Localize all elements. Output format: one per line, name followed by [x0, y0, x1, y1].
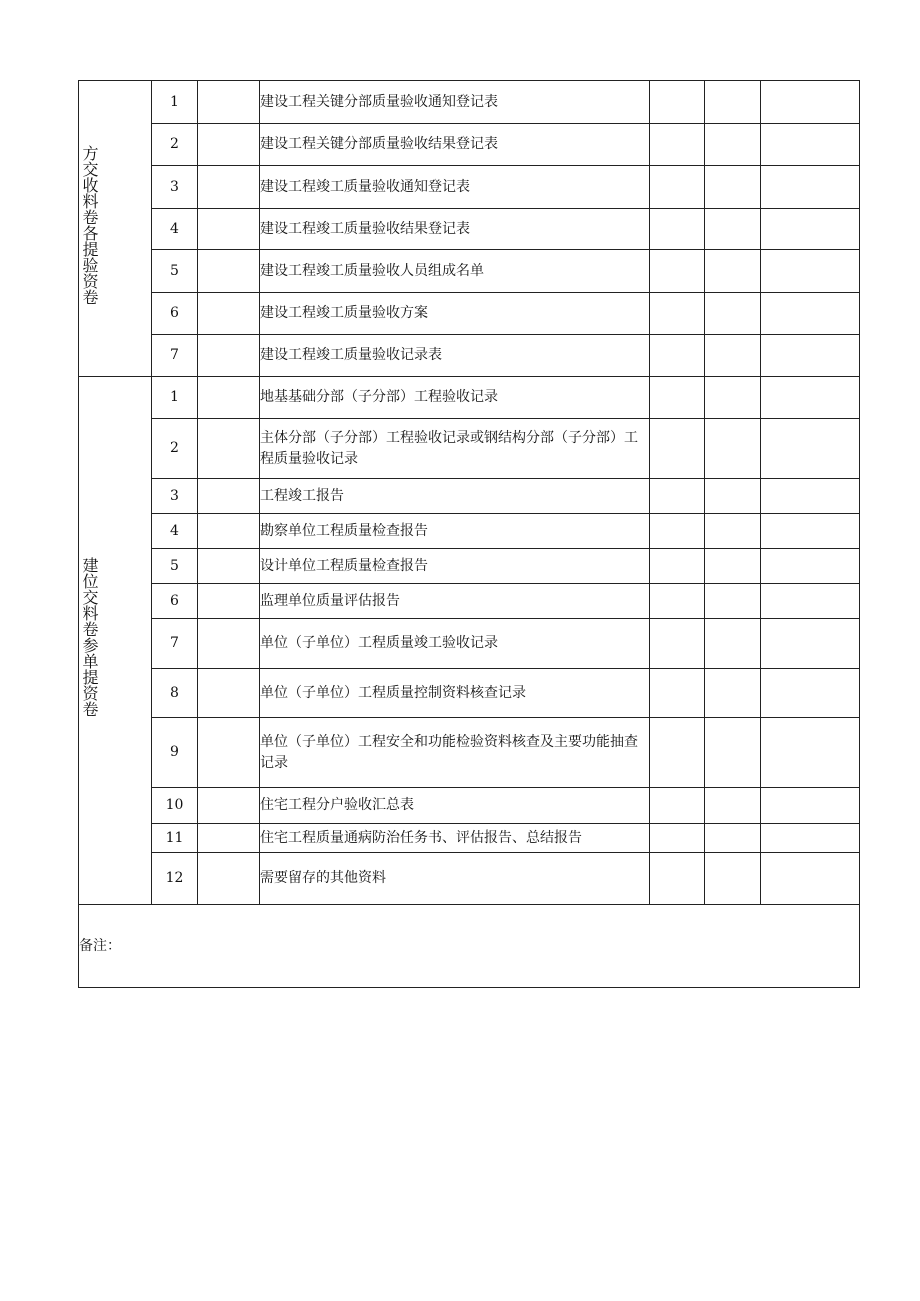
item-number: 3 [152, 479, 198, 514]
blank-cell [761, 124, 860, 166]
blank-cell [705, 514, 761, 549]
item-title: 单位（子单位）工程质量竣工验收记录 [260, 619, 650, 669]
table-row [79, 584, 860, 619]
item-number: 2 [152, 419, 198, 479]
blank-cell [761, 419, 860, 479]
item-title: 工程竣工报告 [260, 479, 650, 514]
item-number: 4 [152, 209, 198, 250]
blank-cell [761, 824, 860, 853]
table-row [79, 788, 860, 824]
item-number: 2 [152, 124, 198, 166]
blank-cell [198, 824, 260, 853]
item-number: 7 [152, 619, 198, 669]
blank-cell [761, 293, 860, 335]
blank-cell [650, 209, 705, 250]
blank-cell [650, 377, 705, 419]
blank-cell [198, 479, 260, 514]
blank-cell [650, 250, 705, 293]
item-number: 1 [152, 377, 198, 419]
blank-cell [650, 166, 705, 209]
table-row [79, 479, 860, 514]
blank-cell [705, 419, 761, 479]
blank-cell [198, 669, 260, 718]
blank-cell [650, 514, 705, 549]
table-row [79, 250, 860, 293]
blank-cell [761, 584, 860, 619]
blank-cell [761, 788, 860, 824]
remarks-row [79, 905, 860, 988]
blank-cell [761, 549, 860, 584]
item-title: 建设工程竣工质量验收通知登记表 [260, 166, 650, 209]
table-row [79, 419, 860, 479]
blank-cell [650, 788, 705, 824]
blank-cell [198, 335, 260, 377]
table-row [79, 718, 860, 788]
blank-cell [761, 514, 860, 549]
table-row [79, 166, 860, 209]
item-title: 建设工程竣工质量验收方案 [260, 293, 650, 335]
blank-cell [650, 584, 705, 619]
blank-cell [198, 788, 260, 824]
table-row [79, 549, 860, 584]
item-title: 设计单位工程质量检查报告 [260, 549, 650, 584]
blank-cell [761, 250, 860, 293]
blank-cell [705, 293, 761, 335]
blank-cell [705, 166, 761, 209]
blank-cell [650, 479, 705, 514]
blank-cell [650, 824, 705, 853]
item-title: 建设工程关键分部质量验收结果登记表 [260, 124, 650, 166]
blank-cell [761, 853, 860, 905]
blank-cell [705, 619, 761, 669]
blank-cell [198, 419, 260, 479]
blank-cell [650, 81, 705, 124]
section-label: 建位交料卷参单提资卷 [80, 557, 99, 717]
archive-list-table [78, 80, 860, 988]
item-number: 12 [152, 853, 198, 905]
item-title: 需要留存的其他资料 [260, 853, 650, 905]
item-title: 单位（子单位）工程安全和功能检验资料核查及主要功能抽查记录 [260, 718, 650, 788]
item-number: 8 [152, 669, 198, 718]
item-title: 主体分部（子分部）工程验收记录或钢结构分部（子分部）工程质量验收记录 [260, 419, 650, 479]
item-number: 1 [152, 81, 198, 124]
blank-cell [761, 209, 860, 250]
blank-cell [761, 619, 860, 669]
blank-cell [650, 335, 705, 377]
table-row [79, 619, 860, 669]
item-title: 建设工程竣工质量验收结果登记表 [260, 209, 650, 250]
blank-cell [705, 209, 761, 250]
blank-cell [198, 377, 260, 419]
item-title: 监理单位质量评估报告 [260, 584, 650, 619]
blank-cell [198, 124, 260, 166]
item-title: 建设工程关键分部质量验收通知登记表 [260, 81, 650, 124]
blank-cell [705, 377, 761, 419]
item-number: 3 [152, 166, 198, 209]
blank-cell [650, 718, 705, 788]
table-row [79, 335, 860, 377]
item-title: 住宅工程质量通病防治任务书、评估报告、总结报告 [260, 824, 650, 853]
blank-cell [705, 853, 761, 905]
blank-cell [650, 419, 705, 479]
blank-cell [198, 209, 260, 250]
blank-cell [198, 293, 260, 335]
blank-cell [705, 335, 761, 377]
table-row [79, 209, 860, 250]
blank-cell [198, 81, 260, 124]
blank-cell [705, 124, 761, 166]
blank-cell [705, 549, 761, 584]
blank-cell [650, 669, 705, 718]
table-row [79, 853, 860, 905]
blank-cell [705, 788, 761, 824]
blank-cell [705, 584, 761, 619]
item-number: 6 [152, 584, 198, 619]
section-label: 方交收料卷各提验资卷 [80, 145, 99, 305]
item-number: 9 [152, 718, 198, 788]
item-title: 建设工程竣工质量验收记录表 [260, 335, 650, 377]
blank-cell [705, 479, 761, 514]
blank-cell [198, 166, 260, 209]
blank-cell [198, 514, 260, 549]
section-label-cell [79, 377, 152, 905]
blank-cell [761, 718, 860, 788]
table-row [79, 824, 860, 853]
blank-cell [705, 250, 761, 293]
remarks-label: 备注： [79, 905, 860, 988]
item-number: 7 [152, 335, 198, 377]
blank-cell [198, 584, 260, 619]
table-row [79, 124, 860, 166]
item-number: 5 [152, 250, 198, 293]
item-title: 地基基础分部（子分部）工程验收记录 [260, 377, 650, 419]
section-label-cell [79, 81, 152, 377]
blank-cell [650, 124, 705, 166]
blank-cell [761, 669, 860, 718]
blank-cell [198, 619, 260, 669]
item-title: 住宅工程分户验收汇总表 [260, 788, 650, 824]
item-title: 单位（子单位）工程质量控制资料核查记录 [260, 669, 650, 718]
item-number: 5 [152, 549, 198, 584]
blank-cell [650, 853, 705, 905]
blank-cell [650, 619, 705, 669]
item-title: 勘察单位工程质量检查报告 [260, 514, 650, 549]
blank-cell [198, 250, 260, 293]
table-row [79, 293, 860, 335]
table-row [79, 514, 860, 549]
blank-cell [650, 549, 705, 584]
blank-cell [198, 853, 260, 905]
blank-cell [761, 81, 860, 124]
item-number: 10 [152, 788, 198, 824]
blank-cell [761, 166, 860, 209]
table-row [79, 377, 860, 419]
blank-cell [705, 81, 761, 124]
blank-cell [705, 718, 761, 788]
blank-cell [705, 824, 761, 853]
blank-cell [761, 479, 860, 514]
blank-cell [761, 335, 860, 377]
blank-cell [198, 549, 260, 584]
item-title: 建设工程竣工质量验收人员组成名单 [260, 250, 650, 293]
item-number: 6 [152, 293, 198, 335]
blank-cell [650, 293, 705, 335]
table-row [79, 81, 860, 124]
blank-cell [761, 377, 860, 419]
item-number: 4 [152, 514, 198, 549]
table-row [79, 669, 860, 718]
item-number: 11 [152, 824, 198, 853]
blank-cell [705, 669, 761, 718]
blank-cell [198, 718, 260, 788]
